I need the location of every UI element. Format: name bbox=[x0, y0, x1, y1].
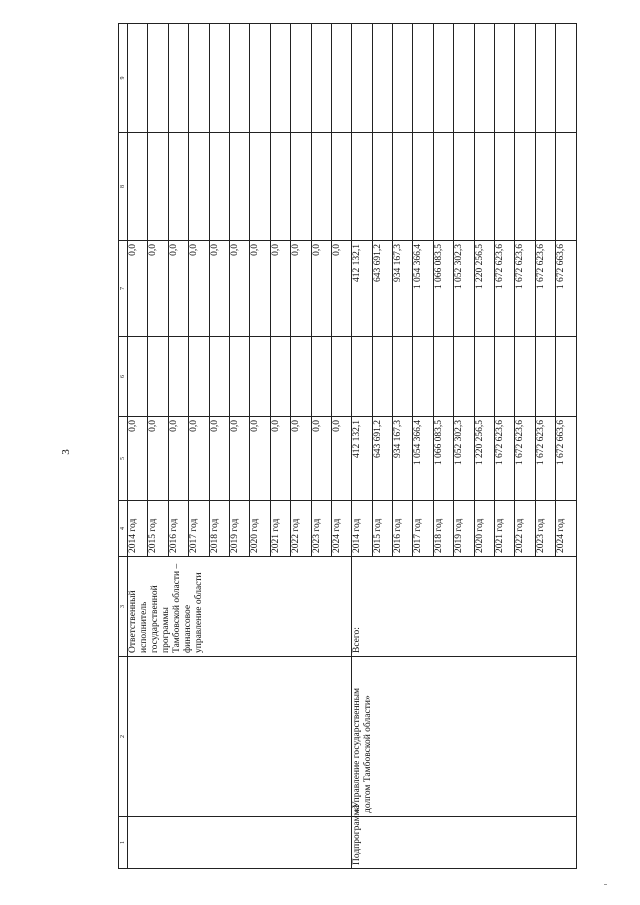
value-col5-cell: 0,0 bbox=[270, 417, 290, 501]
value-col5-cell: 0,0 bbox=[189, 417, 209, 501]
value-col9-cell bbox=[515, 24, 535, 133]
value-col8-cell bbox=[189, 133, 209, 241]
value-col6-cell bbox=[393, 337, 413, 417]
value-col9-cell bbox=[372, 24, 392, 133]
budget-table bbox=[118, 23, 577, 869]
value-col5-cell: 0,0 bbox=[311, 417, 331, 501]
value-col7-cell: 1 054 366,4 bbox=[413, 241, 433, 337]
value-col5-cell: 0,0 bbox=[168, 417, 188, 501]
year-cell: 2019 год bbox=[229, 501, 249, 557]
value-col7-cell: 1 672 623,6 bbox=[535, 241, 555, 337]
value-col6-cell bbox=[128, 337, 148, 417]
value-col7-cell: 0,0 bbox=[209, 241, 229, 337]
value-col8-cell bbox=[495, 133, 515, 241]
value-col5-cell: 0,0 bbox=[250, 417, 270, 501]
value-col6-cell bbox=[291, 337, 311, 417]
value-col7-cell: 1 066 083,5 bbox=[433, 241, 453, 337]
program-type-cell bbox=[128, 817, 352, 869]
value-col5-cell: 934 167,3 bbox=[393, 417, 413, 501]
value-col5-cell: 0,0 bbox=[148, 417, 168, 501]
value-col6-cell bbox=[413, 337, 433, 417]
value-col8-cell bbox=[474, 133, 494, 241]
value-col8-cell bbox=[515, 133, 535, 241]
value-col8-cell bbox=[229, 133, 249, 241]
value-col5-cell: 643 691,2 bbox=[372, 417, 392, 501]
value-col5-cell: 1 672 623,6 bbox=[535, 417, 555, 501]
value-col6-cell bbox=[168, 337, 188, 417]
value-col5-cell: 0,0 bbox=[209, 417, 229, 501]
program-type-cell: Подпрограмма bbox=[352, 817, 576, 869]
value-col9-cell bbox=[495, 24, 515, 133]
value-col6-cell bbox=[209, 337, 229, 417]
value-col6-cell bbox=[433, 337, 453, 417]
value-col6-cell bbox=[515, 337, 535, 417]
value-col9-cell bbox=[189, 24, 209, 133]
value-col5-cell: 0,0 bbox=[229, 417, 249, 501]
value-col6-cell bbox=[148, 337, 168, 417]
year-cell: 2021 год bbox=[270, 501, 290, 557]
value-col7-cell: 0,0 bbox=[128, 241, 148, 337]
value-col7-cell: 1 672 623,6 bbox=[495, 241, 515, 337]
value-col9-cell bbox=[168, 24, 188, 133]
value-col8-cell bbox=[413, 133, 433, 241]
value-col7-cell: 934 167,3 bbox=[393, 241, 413, 337]
year-cell: 2023 год bbox=[311, 501, 331, 557]
year-cell: 2022 год bbox=[291, 501, 311, 557]
value-col5-cell: 0,0 bbox=[291, 417, 311, 501]
header-cell-4: 4 bbox=[119, 501, 128, 557]
value-col7-cell: 0,0 bbox=[311, 241, 331, 337]
year-cell: 2015 год bbox=[372, 501, 392, 557]
value-col7-cell: 1 220 256,5 bbox=[474, 241, 494, 337]
value-col6-cell bbox=[495, 337, 515, 417]
header-cell-2: 2 bbox=[119, 657, 128, 817]
value-col9-cell bbox=[556, 24, 576, 133]
value-col8-cell bbox=[311, 133, 331, 241]
value-col9-cell bbox=[433, 24, 453, 133]
table-body bbox=[128, 24, 577, 869]
year-cell: 2015 год bbox=[148, 501, 168, 557]
year-cell: 2018 год bbox=[209, 501, 229, 557]
value-col5-cell: 1 672 663,6 bbox=[556, 417, 576, 501]
value-col6-cell bbox=[229, 337, 249, 417]
year-cell: 2016 год bbox=[393, 501, 413, 557]
value-col9-cell bbox=[270, 24, 290, 133]
value-col9-cell bbox=[209, 24, 229, 133]
value-col6-cell bbox=[372, 337, 392, 417]
value-col7-cell: 0,0 bbox=[270, 241, 290, 337]
value-col7-cell: 0,0 bbox=[229, 241, 249, 337]
value-col6-cell bbox=[331, 337, 351, 417]
value-col8-cell bbox=[352, 133, 372, 241]
rotated-table-container bbox=[118, 24, 638, 869]
value-col5-cell: 1 672 623,6 bbox=[515, 417, 535, 501]
value-col5-cell: 1 220 256,5 bbox=[474, 417, 494, 501]
value-col7-cell: 0,0 bbox=[168, 241, 188, 337]
value-col7-cell: 1 672 663,6 bbox=[556, 241, 576, 337]
value-col6-cell bbox=[352, 337, 372, 417]
value-col7-cell: 1 672 623,6 bbox=[515, 241, 535, 337]
responsible-cell: Ответственный исполнитель государственной программы Тамбовской области – финансовое управление области bbox=[128, 557, 352, 657]
header-cell-8: 8 bbox=[119, 133, 128, 241]
value-col9-cell bbox=[250, 24, 270, 133]
value-col8-cell bbox=[331, 133, 351, 241]
year-cell: 2024 год bbox=[331, 501, 351, 557]
value-col8-cell bbox=[128, 133, 148, 241]
year-cell: 2020 год bbox=[250, 501, 270, 557]
value-col9-cell bbox=[148, 24, 168, 133]
value-col6-cell bbox=[250, 337, 270, 417]
value-col7-cell: 1 052 302,3 bbox=[454, 241, 474, 337]
value-col6-cell bbox=[189, 337, 209, 417]
value-col5-cell: 412 132,1 bbox=[352, 417, 372, 501]
value-col5-cell: 1 052 302,3 bbox=[454, 417, 474, 501]
value-col9-cell bbox=[352, 24, 372, 133]
value-col8-cell bbox=[372, 133, 392, 241]
value-col8-cell bbox=[454, 133, 474, 241]
value-col7-cell: 643 691,2 bbox=[372, 241, 392, 337]
value-col6-cell bbox=[454, 337, 474, 417]
value-col9-cell bbox=[128, 24, 148, 133]
value-col9-cell bbox=[291, 24, 311, 133]
header-cell-5: 5 bbox=[119, 417, 128, 501]
value-col7-cell: 0,0 bbox=[148, 241, 168, 337]
value-col9-cell bbox=[474, 24, 494, 133]
value-col8-cell bbox=[148, 133, 168, 241]
header-cell-9: 9 bbox=[119, 24, 128, 133]
year-cell: 2022 год bbox=[515, 501, 535, 557]
value-col6-cell bbox=[270, 337, 290, 417]
value-col8-cell bbox=[250, 133, 270, 241]
value-col6-cell bbox=[474, 337, 494, 417]
value-col8-cell bbox=[556, 133, 576, 241]
value-col9-cell bbox=[535, 24, 555, 133]
value-col9-cell bbox=[229, 24, 249, 133]
year-cell: 2018 год bbox=[433, 501, 453, 557]
value-col9-cell bbox=[331, 24, 351, 133]
year-cell: 2016 год bbox=[168, 501, 188, 557]
responsible-cell: Всего: bbox=[352, 557, 576, 657]
value-col9-cell bbox=[393, 24, 413, 133]
value-col8-cell bbox=[270, 133, 290, 241]
value-col9-cell bbox=[454, 24, 474, 133]
year-cell: 2020 год bbox=[474, 501, 494, 557]
value-col8-cell bbox=[209, 133, 229, 241]
value-col7-cell: 0,0 bbox=[189, 241, 209, 337]
header-cell-7: 7 bbox=[119, 241, 128, 337]
value-col8-cell bbox=[535, 133, 555, 241]
year-cell: 2024 год bbox=[556, 501, 576, 557]
value-col7-cell: 0,0 bbox=[250, 241, 270, 337]
value-col8-cell bbox=[168, 133, 188, 241]
value-col5-cell: 1 672 623,6 bbox=[495, 417, 515, 501]
value-col8-cell bbox=[291, 133, 311, 241]
header-cell-6: 6 bbox=[119, 337, 128, 417]
value-col7-cell: 0,0 bbox=[291, 241, 311, 337]
scan-artifact bbox=[604, 884, 607, 885]
value-col8-cell bbox=[433, 133, 453, 241]
value-col6-cell bbox=[535, 337, 555, 417]
value-col7-cell: 0,0 bbox=[331, 241, 351, 337]
value-col5-cell: 0,0 bbox=[128, 417, 148, 501]
value-col7-cell: 412 132,1 bbox=[352, 241, 372, 337]
value-col5-cell: 1 054 366,4 bbox=[413, 417, 433, 501]
header-row bbox=[119, 24, 128, 869]
year-cell: 2017 год bbox=[189, 501, 209, 557]
program-name-cell bbox=[128, 657, 352, 817]
year-cell: 2019 год bbox=[454, 501, 474, 557]
header-cell-3: 3 bbox=[119, 557, 128, 657]
page-number: 3 bbox=[60, 449, 72, 455]
value-col9-cell bbox=[413, 24, 433, 133]
value-col9-cell bbox=[311, 24, 331, 133]
value-col6-cell bbox=[311, 337, 331, 417]
year-cell: 2014 год bbox=[128, 501, 148, 557]
program-name-cell: «Управление государственным долгом Тамбовской области» bbox=[352, 657, 576, 817]
value-col5-cell: 1 066 083,5 bbox=[433, 417, 453, 501]
year-cell: 2017 год bbox=[413, 501, 433, 557]
value-col8-cell bbox=[393, 133, 413, 241]
year-cell: 2014 год bbox=[352, 501, 372, 557]
table-row bbox=[352, 24, 372, 869]
value-col5-cell: 0,0 bbox=[331, 417, 351, 501]
year-cell: 2021 год bbox=[495, 501, 515, 557]
year-cell: 2023 год bbox=[535, 501, 555, 557]
table-row bbox=[128, 24, 148, 869]
header-cell-1: 1 bbox=[119, 817, 128, 869]
value-col6-cell bbox=[556, 337, 576, 417]
